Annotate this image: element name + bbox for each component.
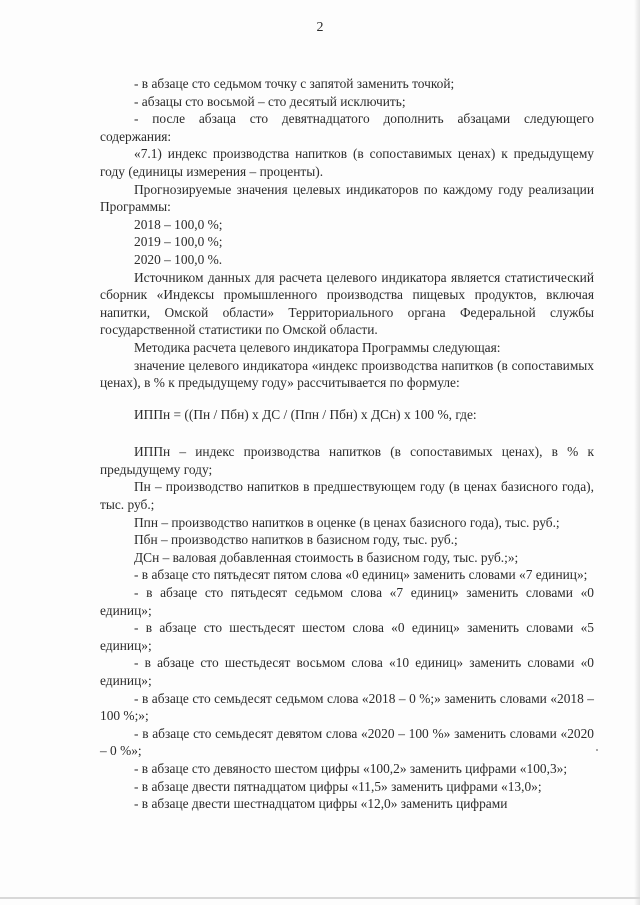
forecast-value: 2019 – 100,0 %; (134, 234, 223, 250)
scan-speck (596, 749, 598, 751)
change-item: - в абзаце сто семьдесят девятом слова «2020 – 100 %» заменить словами «2020 – 0 %»; (100, 725, 594, 759)
change-item: - в абзаце двести шестнадцатом цифры «12,0» заменить цифрами (134, 796, 508, 812)
paragraph: - в абзаце сто седьмом точку с запятой заменить точкой; (134, 76, 455, 91)
definition: ИППн – индекс производства напитков (в сопоставимых ценах), в % к предыдущему году; (100, 444, 594, 477)
change-item: - в абзаце сто девяносто шестом цифры «100,2» заменить цифрами «100,3»; (134, 760, 568, 776)
change-item: - в абзаце сто семьдесят седьмом слова «2018 – 0 %;» заменить словами «2018 – 100 %;»; (100, 690, 594, 724)
paragraph: значение целевого индикатора «индекс производства напитков (в сопоставимых ценах), в % к предыдущему году» рассчитывается по формуле: (100, 357, 594, 391)
paragraph: - абзацы сто восьмой – сто десятый исключить; (134, 93, 406, 109)
formula: ИППн = ((Пн / Пбн) х ДС / (Ппн / Пбн) х ДСн) х 100 %, где: (134, 406, 477, 422)
paragraph: - после абзаца сто девятнадцатого дополнить абзацами следующего содержания: (100, 111, 594, 144)
scan-bottom-edge (0, 897, 640, 899)
page-number: 2 (316, 20, 324, 35)
change-item: - в абзаце двести пятнадцатом цифры «11,5» заменить цифрами «13,0»; (134, 778, 542, 794)
forecast-value: 2020 – 100,0 %. (134, 251, 223, 267)
paragraph: Источником данных для расчета целевого индикатора является статистический сборник «Индексы промышленного производства пищевых продуктов, включая напитки, Омской области» Территориального органа Федеральной службы государственной статистики по Омской области. (100, 269, 594, 338)
change-item: - в абзаце сто пятьдесят седьмом слова «7 единиц» заменить словами «0 единиц»; (100, 585, 594, 618)
definition: ДСн – валовая добавленная стоимость в базисном году, тыс. руб.;»; (134, 549, 519, 565)
definition: Пн – производство напитков в предшествующем году (в ценах базисного года), тыс. руб.; (100, 479, 594, 513)
change-item: - в абзаце сто шестьдесят шестом слова «0 единиц» заменить словами «5 единиц»; (100, 620, 594, 653)
paragraph: Методика расчета целевого индикатора Программы следующая: (134, 339, 501, 355)
scan-edge-shadow (634, 0, 640, 905)
definition: Пбн – производство напитков в базисном году, тыс. руб.; (134, 532, 458, 548)
change-item: - в абзаце сто шестьдесят восьмом слова «10 единиц» заменить словами «0 единиц»; (100, 655, 594, 688)
paragraph: Прогнозируемые значения целевых индикаторов по каждому году реализации Программы: (100, 181, 594, 215)
change-item: - в абзаце сто пятьдесят пятом слова «0 единиц» заменить словами «7 единиц»; (134, 567, 588, 583)
paragraph: «7.1) индекс производства напитков (в сопоставимых ценах) к предыдущему году (единицы измерения – проценты). (100, 146, 594, 179)
document-body (100, 75, 594, 813)
forecast-value: 2018 – 100,0 %; (134, 216, 223, 232)
definition: Ппн – производство напитков в оценке (в ценах базисного года), тыс. руб.; (134, 514, 560, 530)
